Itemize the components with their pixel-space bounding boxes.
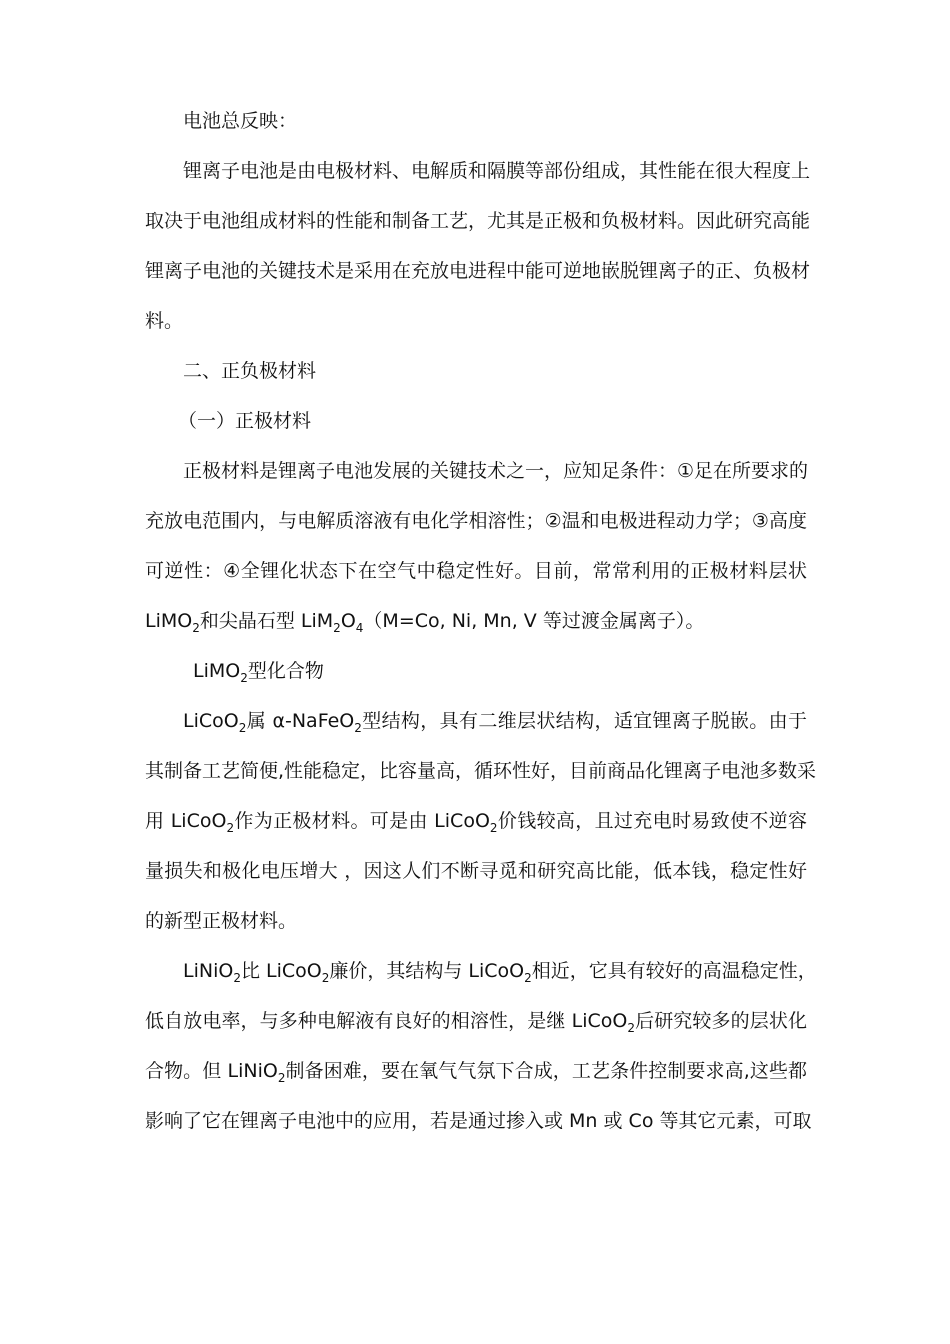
section-heading: 二、正负极材料 [183, 360, 317, 382]
paragraph-line: 其制备工艺简便,性能稳定，比容量高，循环性好，目前商品化锂离子电池多数采 [145, 760, 817, 782]
paragraph-line: 影响了它在锂离子电池中的应用，若是通过掺入或 Mn 或 Co 等其它元素，可取 [145, 1110, 812, 1132]
paragraph-line: LiNiO$_2$比 LiCoO$_2$廉价，其结构与 LiCoO$_2$相近，它具有较好的高温稳定性， [183, 960, 817, 985]
paragraph-line: 用 LiCoO$_2$作为正极材料。可是由 LiCoO$_2$价钱较高，且过充电时易致使不逆容 [145, 810, 807, 835]
paragraph-line: 充放电范围内，与电解质溶液有电化学相溶性；②温和电极进程动力学；③高度 [145, 510, 807, 532]
paragraph-line: 量损失和极化电压增大 ，因这人们不断寻觅和研究高比能，低本钱，稳定性好 [145, 860, 807, 882]
paragraph-line: 低自放电率，与多种电解液有良好的相溶性，是继 LiCoO$_2$后研究较多的层状化 [145, 1010, 807, 1035]
paragraph-line: LiCoO$_2$属 α-NaFeO$_2$型结构，具有二维层状结构，适宜锂离子脱嵌。由于 [183, 710, 807, 735]
paragraph-line: 可逆性：④全锂化状态下在空气中稳定性好。目前，常常利用的正极材料层状 [145, 560, 807, 582]
paragraph-line: LiMO$_2$和尖晶石型 $LiM_2O_4(M=Co$, Ni, Mn, V 等过渡金属离子）。 [145, 610, 705, 635]
heading-total-reaction: 电池总反映： [183, 110, 298, 132]
compound-heading: LiMO$_2$型化合物 [193, 660, 324, 685]
paragraph-line: 料。 [145, 310, 184, 332]
paragraph-line: 合物。但 LiNiO$_2$制备困难，要在氧气气氛下合成，工艺条件控制要求高,这些都 [145, 1060, 808, 1085]
paragraph-line: 锂离子电池的关键技术是采用在充放电进程中能可逆地嵌脱锂离子的正、负极材 [145, 260, 811, 282]
paragraph-line: 的新型正极材料。 [145, 910, 298, 932]
paragraph-line: 锂离子电池是由电极材料、电解质和隔膜等部份组成，其性能在很大程度上 [183, 160, 811, 182]
paragraph-line: 正极材料是锂离子电池发展的关键技术之一，应知足条件：①足在所要求的 [183, 460, 809, 482]
subsection-heading: （一）正极材料 [178, 410, 312, 432]
paragraph-line: 取决于电池组成材料的性能和制备工艺，尤其是正极和负极材料。因此研究高能 [145, 210, 811, 232]
